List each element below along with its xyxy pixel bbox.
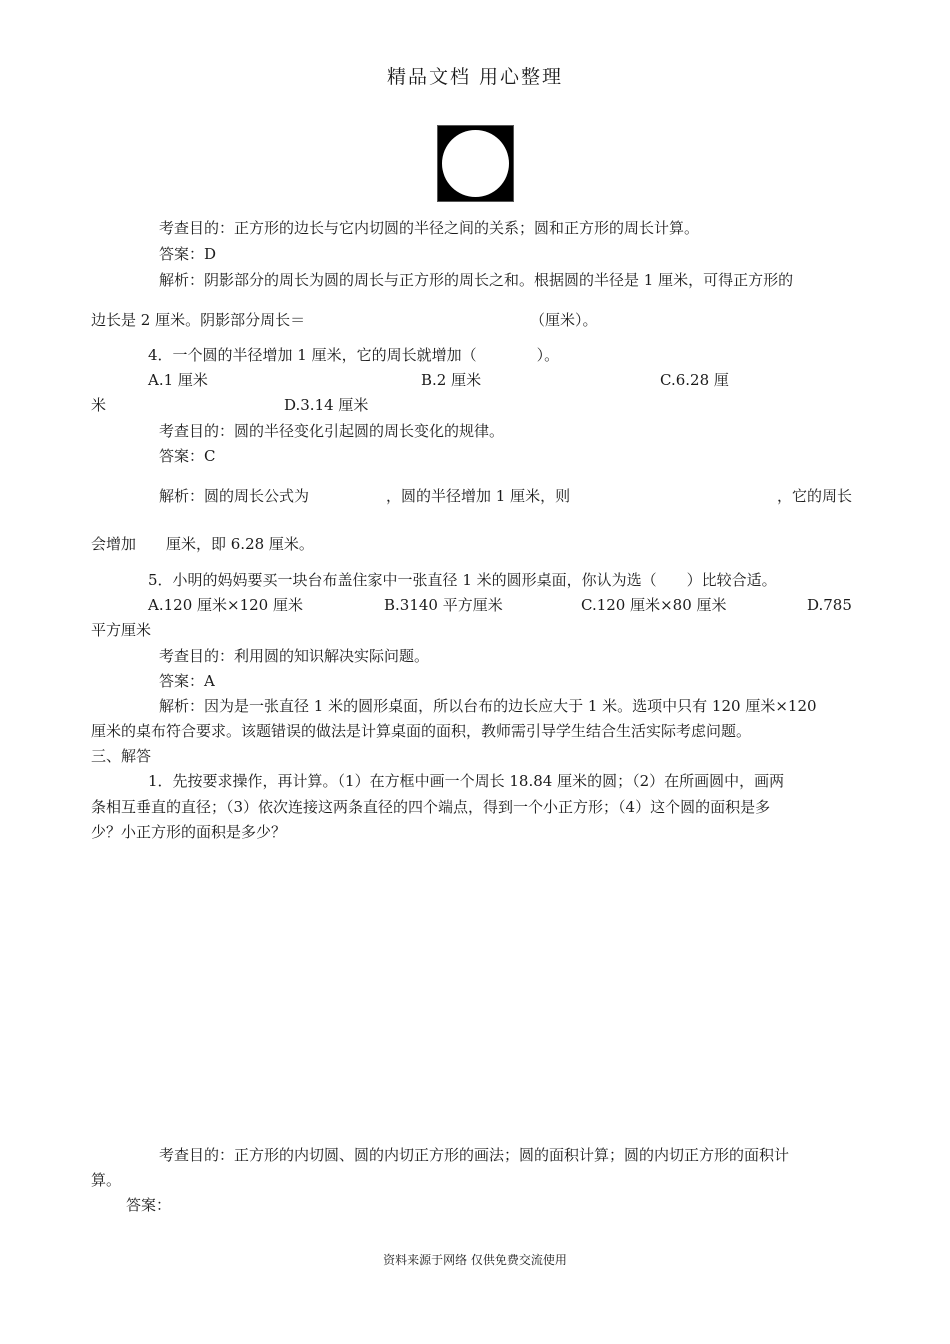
q3-analysis-line1: 解析：阴影部分的周长为圆的周长与正方形的周长之和。根据圆的半径是 1 厘米，可得正方形的 [159,271,794,289]
q5-answer: 答案：A [159,672,215,690]
q5-objective: 考查目的：利用圆的知识解决实际问题。 [159,647,430,665]
q3-answer: 答案：D [159,245,217,263]
q3-analysis-line2a: 边长是 2 厘米。阴影部分周长＝ [91,311,306,329]
q4-analysis-line1c: ，它的周长 [777,487,853,505]
q5-option-b: B.3140 平方厘米 [384,596,503,614]
q4-analysis-line1a: 解析：圆的周长公式为 [159,487,310,505]
q4-option-c-cont: 米 [91,396,107,414]
section-heading: 三、解答 [91,747,152,765]
q3-objective: 考查目的：正方形的边长与它内切圆的半径之间的关系；圆和正方形的周长计算。 [159,219,700,237]
q4-option-d: D.3.14 厘米 [284,396,369,414]
page-header-title: 精品文档 用心整理 [386,66,564,88]
q4-objective: 考查目的：圆的半径变化引起圆的周长变化的规律。 [159,422,505,440]
s3-q1-line2: 条相互垂直的直径；（3）依次连接这两条直径的四个端点，得到一个小正方形；（4）这个圆的面积是多 [91,798,771,816]
q4-option-a: A.1 厘米 [148,371,208,389]
s3-answer: 答案： [126,1196,172,1214]
q5-analysis-line2: 厘米的桌布符合要求。该题错误的做法是计算桌面的面积，教师需引导学生结合生活实际考虑问题。 [91,722,752,740]
s3-objective-line1: 考查目的：正方形的内切圆、圆的内切正方形的画法；圆的面积计算；圆的内切正方形的面积计 [159,1146,790,1164]
q4-option-b: B.2 厘米 [421,371,482,389]
q3-analysis-line2b: （厘米）。 [530,311,598,329]
page-footer: 资料来源于网络 仅供免费交流使用 [383,1253,567,1267]
q4-option-c: C.6.28 厘 [660,371,729,389]
q4-analysis-line2b: 厘米，即 6.28 厘米。 [166,535,314,553]
q4-analysis-line2a: 会增加 [91,535,137,553]
inscribed-circle [442,130,509,197]
s3-q1-line3: 少？小正方形的面积是多少？ [91,823,287,841]
s3-q1-line1: 1．先按要求操作，再计算。（1）在方框中画一个周长 18.84 厘米的圆；（2）在所画圆中，画两 [148,772,785,790]
circle-in-square-icon [437,125,514,202]
q5-option-a: A.120 厘米×120 厘米 [148,596,303,614]
q5-option-d: D.785 [807,596,852,614]
q4-stem: 4．一个圆的半径增加 1 厘米，它的周长就增加（ ）。 [148,346,560,364]
q4-answer: 答案：C [159,447,216,465]
s3-objective-line2: 算。 [91,1171,122,1189]
q5-analysis-line1: 解析：因为是一张直径 1 米的圆形桌面，所以台布的边长应大于 1 米。选项中只有 120 厘米×120 [159,697,817,715]
q5-option-d-cont: 平方厘米 [91,621,152,639]
q5-option-c: C.120 厘米×80 厘米 [581,596,727,614]
q4-analysis-line1b: ，圆的半径增加 1 厘米，则 [386,487,571,505]
q5-stem: 5．小明的妈妈要买一块台布盖住家中一张直径 1 米的圆形桌面，你认为选（ ）比较合适。 [148,571,777,589]
